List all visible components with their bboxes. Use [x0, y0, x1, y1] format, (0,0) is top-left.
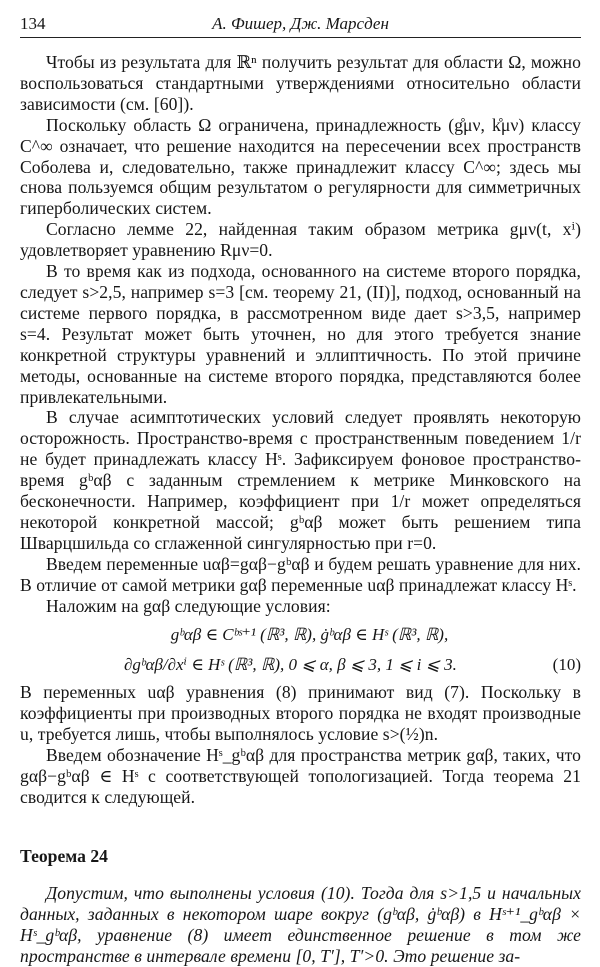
paragraph-conditions-intro: Наложим на gαβ следующие условия:: [46, 595, 331, 616]
after-equation-text: [20, 682, 581, 807]
equation-10: [20, 624, 581, 676]
paragraph-bounded-domain: Поскольку область Ω ограничена, принадлежность (g̊μν, k̊μν) классу C^∞ означает, что решение находится на пересечении всех пространств Соболева и, следовательно, также принадлежит классу C^∞; здесь мы снова пользуемся общим результатом о регулярности для симметричных гиперболических систем.: [20, 114, 581, 219]
theorem-text: Допустим, что выполнены условия (10). Тогда для s>1,5 и начальных данных, заданных в некотором шаре вокруг (gᵇαβ, ġᵇαβ) в Hˢ⁺¹_gᵇαβ × Hˢ_gᵇαβ, уравнение (8) имеет единственное решение в том же пространстве в интервале времени [0, T′], T′>0. Это решение за-: [20, 882, 581, 966]
equation-line-1: gᵇαβ ∈ Cᵇˢ⁺¹ (ℝ³, ℝ), ġᵇαβ ∈ Hˢ (ℝ³, ℝ),: [170, 625, 449, 645]
equation-line-2-row: [20, 654, 581, 676]
theorem-title: Теорема 24: [20, 845, 108, 866]
paragraph-notation: Введем обозначение Hˢ_gᵇαβ для пространства метрик gαβ, таких, что gαβ−gᵇαβ ∈ Hˢ с соответствующей топологизацией. Тогда теорема 21 сводится к следующей.: [20, 745, 581, 807]
paragraph-second-order: В то время как из подхода, основанного на системе второго порядка, следует s>2,5, например s=3 [см. теорему 21, (II)], подход, основанный на системе первого порядка, в рассмотренном виде дает s>3,5, например s=4. Результат может быть уточнен, но для этого требуется знание конкретной структуры уравнений и эллиптичность. По этой причине методы, основанные на системе второго порядка, представляются более привлекательными.: [20, 261, 581, 407]
main-text: [20, 52, 581, 616]
equation-line-2: ∂gᵇαβ/∂xⁱ ∈ Hˢ (ℝ³, ℝ), 0 ⩽ α, β ⩽ 3, 1 ⩽ i ⩽ 3.: [124, 655, 457, 675]
paragraph-variables: Введем переменные uαβ=gαβ−gᵇαβ и будем решать уравнение для них. В отличие от самой метрики gαβ переменные uαβ принадлежат классу Hˢ.: [20, 553, 581, 595]
theorem-body: [20, 883, 581, 967]
paragraph-lemma-22: Согласно лемме 22, найденная таким образом метрика gμν(t, xⁱ) удовлетворяет уравнению Rμν=0.: [20, 219, 581, 261]
equation-number: (10): [552, 655, 581, 675]
running-title: А. Фишер, Дж. Марсден: [212, 14, 389, 33]
paragraph-variables-u: В переменных uαβ уравнения (8) принимают вид (7). Поскольку в коэффициенты при производных второго порядка не входят производные u, требуется лишь, чтобы выполнялось условие s>(½)n.: [20, 682, 581, 745]
paragraph-region: Чтобы из результата для ℝⁿ получить результат для области Ω, можно воспользоваться стандартными утверждениями относительно области зависимости (см. [60]).: [20, 52, 581, 114]
page-header: [20, 0, 581, 38]
page-number: 134: [20, 14, 46, 33]
paragraph-asymptotic: В случае асимптотических условий следует проявлять некоторую осторожность. Пространство-время с пространственным поведением 1/r не будет принадлежать классу Hˢ. Зафиксируем фоновое пространство-время gᵇαβ с заданным стремлением к метрике Минковского на бесконечности. Например, коэффициент при 1/r может определяться некоторой конкретной массой; gᵇαβ может быть решением типа Шварцшильда со сглаженной сингулярностью при r=0.: [20, 407, 581, 553]
